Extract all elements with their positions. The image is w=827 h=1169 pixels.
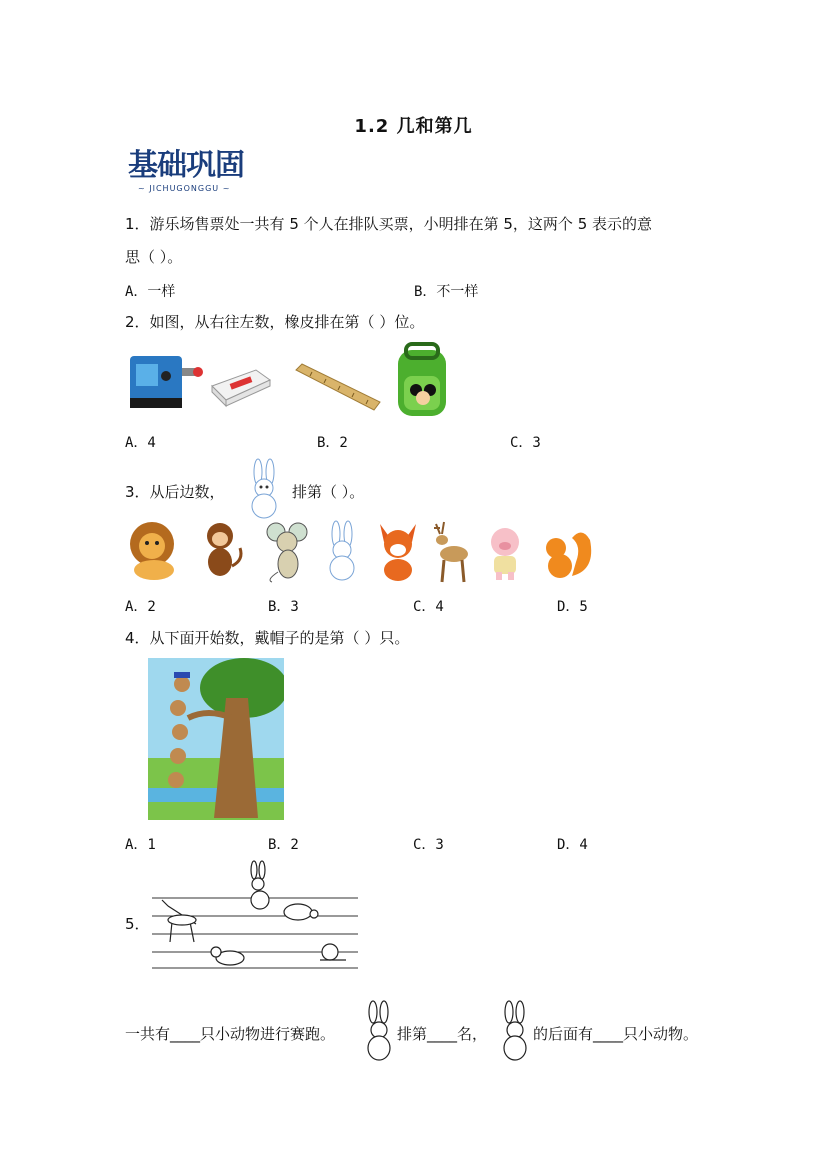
fox-icon (374, 520, 422, 582)
rabbit-row-icon (322, 520, 362, 582)
section-banner (128, 148, 278, 194)
ruler-icon (292, 360, 382, 414)
race-track-image (150, 860, 360, 984)
q3-option-a[interactable]: A．2 (125, 599, 156, 615)
q3-option-c[interactable]: C．4 (413, 599, 444, 615)
pencil-sharpener-icon (126, 348, 206, 412)
banner-main-text: 基础巩固 (128, 148, 244, 183)
q4-option-b[interactable]: B．2 (268, 837, 299, 853)
backpack-icon (392, 340, 452, 420)
pig-icon (482, 522, 528, 582)
q1-option-a[interactable]: A．一样 (125, 284, 176, 300)
banner-sub-text: ~ JICHUGONGGU ~ (138, 184, 231, 193)
q2-option-b[interactable]: B．2 (317, 435, 348, 451)
q3-text-before: 3．从后边数， (125, 483, 225, 501)
q3-option-b[interactable]: B．3 (268, 599, 299, 615)
q5-sentence-part2: 排第____名， (397, 1025, 488, 1043)
q4-option-a[interactable]: A．1 (125, 837, 156, 853)
q2-option-a[interactable]: A．4 (125, 435, 156, 451)
q3-option-d[interactable]: D．5 (557, 599, 588, 615)
q1-line1: 1．游乐场售票处一共有 5 个人在排队买票，小明排在第 5，这两个 5 表示的意 (125, 215, 653, 233)
q5-sentence-part3: 的后面有____只小动物。 (533, 1025, 699, 1043)
squirrel-icon (542, 526, 596, 582)
q1-line2: 思（ ）。 (125, 248, 183, 266)
q3-text-after: 排第（ ）。 (292, 483, 365, 501)
monkey-icon (196, 520, 246, 582)
tree-monkeys-image (148, 658, 284, 820)
q1-option-b[interactable]: B．不一样 (414, 284, 479, 300)
q2-option-c[interactable]: C．3 (510, 435, 541, 451)
rabbit-icon (244, 458, 284, 520)
eraser-icon (208, 364, 274, 408)
q4-option-c[interactable]: C．3 (413, 837, 444, 853)
q5-label: 5． (125, 915, 150, 933)
page-title: 1.2 几和第几 (354, 116, 473, 137)
rabbit-outline-icon-2 (498, 1000, 532, 1062)
q2-text: 2．如图，从右往左数，橡皮排在第（ ）位。 (125, 313, 425, 331)
q5-sentence-part1: 一共有____只小动物进行赛跑。 (125, 1025, 336, 1043)
q4-option-d[interactable]: D．4 (557, 837, 588, 853)
lion-icon (126, 520, 180, 582)
rabbit-outline-icon (362, 1000, 396, 1062)
mouse-icon (262, 520, 316, 584)
q4-text: 4．从下面开始数，戴帽子的是第（ ）只。 (125, 629, 410, 647)
deer-icon (426, 520, 472, 584)
